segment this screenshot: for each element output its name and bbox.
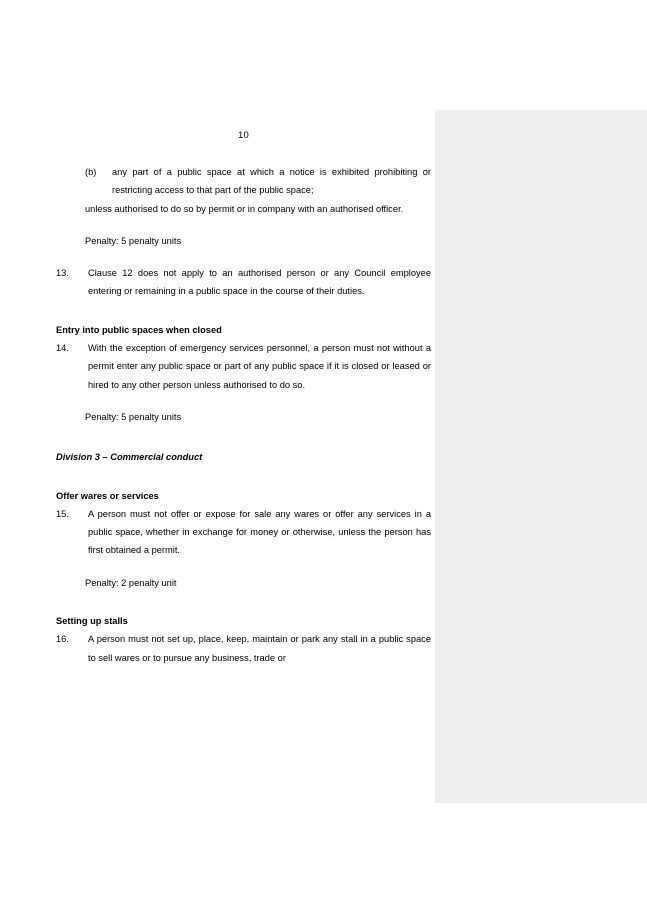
clause-13-number: 13. <box>56 268 69 279</box>
penalty-clause-15: Penalty: 2 penalty unit <box>85 577 177 588</box>
penalty-clause-14: Penalty: 5 penalty units <box>85 411 182 422</box>
page-content <box>56 130 431 667</box>
heading-offer-wares-or-services: Offer wares or services <box>56 490 159 501</box>
heading-setting-up-stalls: Setting up stalls <box>56 616 128 627</box>
division-3-heading: Division 3 – Commercial conduct <box>56 452 203 463</box>
clause-13-text: Clause 12 does not apply to an authorised person or any Council employee entering or remaining in a public space in the course of their duties. <box>88 268 431 297</box>
clause-14-text: With the exception of emergency services personnel, a person must not without a permit enter any public space or part of any public space if it is closed or leased or hired to any other person unless authorised to do so. <box>88 343 431 390</box>
clause-14-number: 14. <box>56 343 69 354</box>
clause-14 <box>56 339 431 394</box>
clause-16 <box>56 630 431 667</box>
clause-15-text: A person must not offer or expose for sale any wares or offer any services in a public space, whether in exchange for money or otherwise, unless the person has first obtained a permit. <box>88 508 431 556</box>
subclause-b <box>56 163 431 200</box>
clause-16-number: 16. <box>56 634 69 645</box>
clause-15 <box>56 505 431 560</box>
clause-16-text: A person must not set up, place, keep, maintain or park any stall in a public space to sell wares or to pursue any business, trade or <box>88 634 431 663</box>
subclause-marker: (b) <box>85 167 97 177</box>
clause-15-number: 15. <box>56 508 69 519</box>
clause-13 <box>56 264 431 301</box>
clause-12-closing-text: unless authorised to do so by permit or in company with an authorised officer. <box>85 203 404 214</box>
heading-entry-into-public-spaces-when-closed: Entry into public spaces when closed <box>56 324 222 335</box>
subclause-text: any part of a public space at which a notice is exhibited prohibiting or restricting access to that part of the public space; <box>112 167 431 196</box>
page-side-shading <box>435 110 647 803</box>
page-number: 10 <box>238 130 249 141</box>
penalty-clause-12: Penalty: 5 penalty units <box>85 235 182 246</box>
